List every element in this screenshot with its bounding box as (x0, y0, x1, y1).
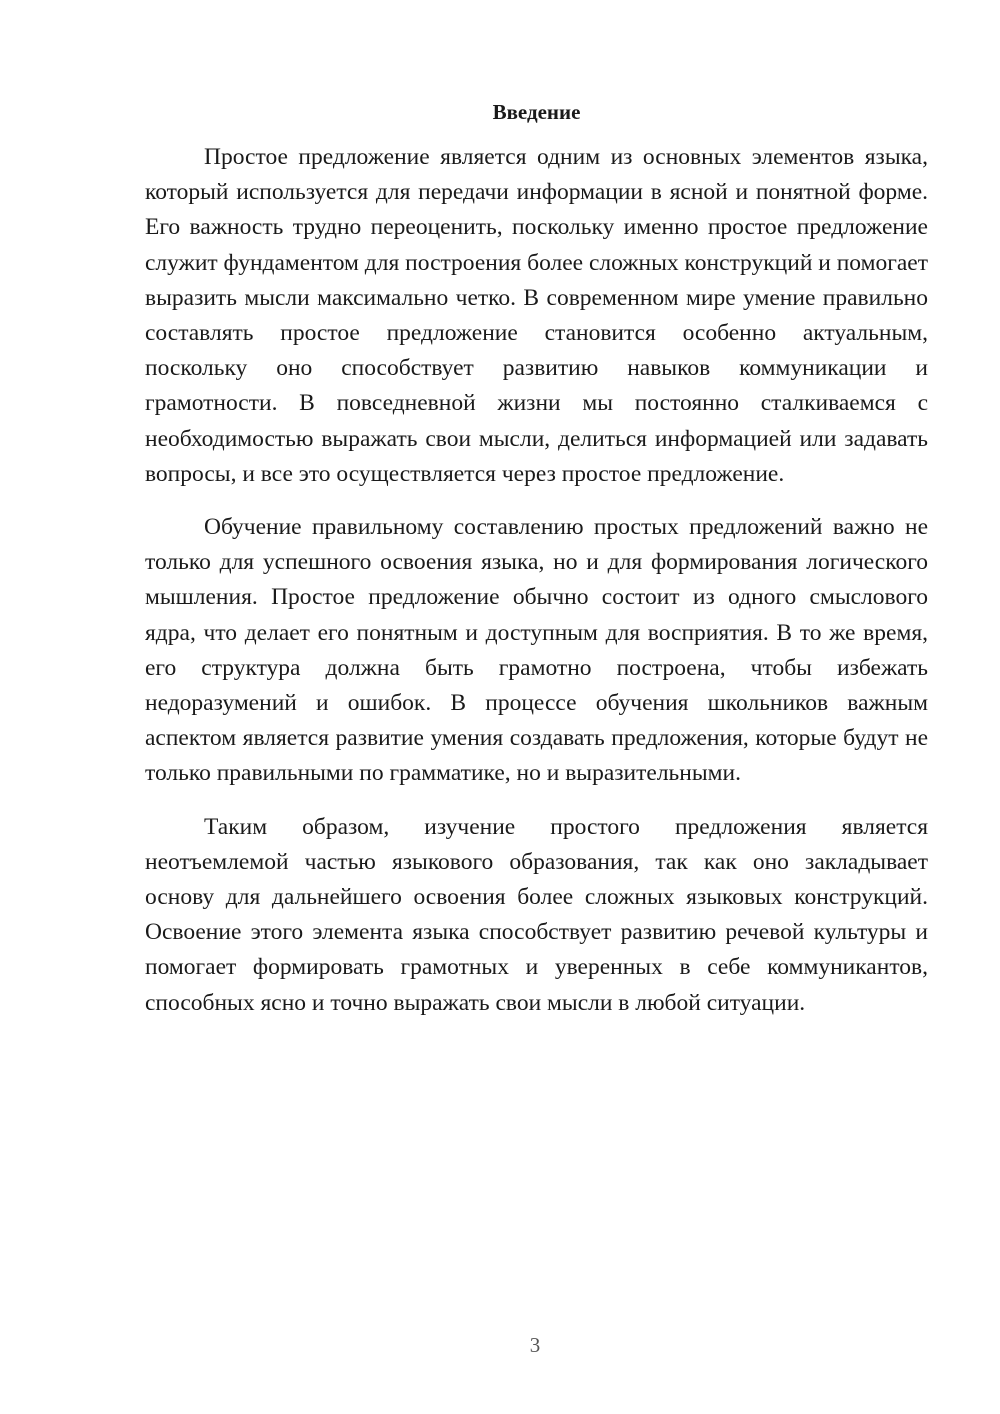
page-number: 3 (529, 1333, 541, 1357)
paragraph-1: Простое предложение является одним из основных элементов языка, который используется для передачи информации в ясной и понятной форме. Его важность трудно переоценить, поскольку именно простое предложение служит фундаментом для построения более сложных конструкций и помогает выразить мысли максимально четко. В современном мире умение правильно составлять простое предложение становится особенно актуальным, поскольку оно способствует развитию навыков коммуникации и грамотности. В повседневной жизни мы постоянно сталкиваемся с необходимостью выражать свои мысли, делиться информацией или задавать вопросы, и все это осуществляется через простое предложение. (145, 144, 928, 487)
section-heading: Введение (492, 100, 581, 124)
paragraph-2: Обучение правильному составлению простых предложений важно не только для успешного освоения языка, но и для формирования логического мышления. Простое предложение обычно состоит из одного смыслового ядра, что делает его понятным и доступным для восприятия. В то же время, его структура должна быть грамотно построена, чтобы избежать недоразумений и ошибок. В процессе обучения школьников важным аспектом является развитие умения создавать предложения, которые будут не только правильными по грамматике, но и выразительными. (145, 514, 928, 787)
page-content (145, 95, 928, 1039)
paragraph-3: Таким образом, изучение простого предложения является неотъемлемой частью языкового образования, так как оно закладывает основу для дальнейшего освоения более сложных языковых конструкций. Освоение этого элемента языка способствует развитию речевой культуры и помогает формировать грамотных и уверенных в себе коммуникантов, способных ясно и точно выражать свои мысли в любой ситуации. (145, 813, 928, 1016)
